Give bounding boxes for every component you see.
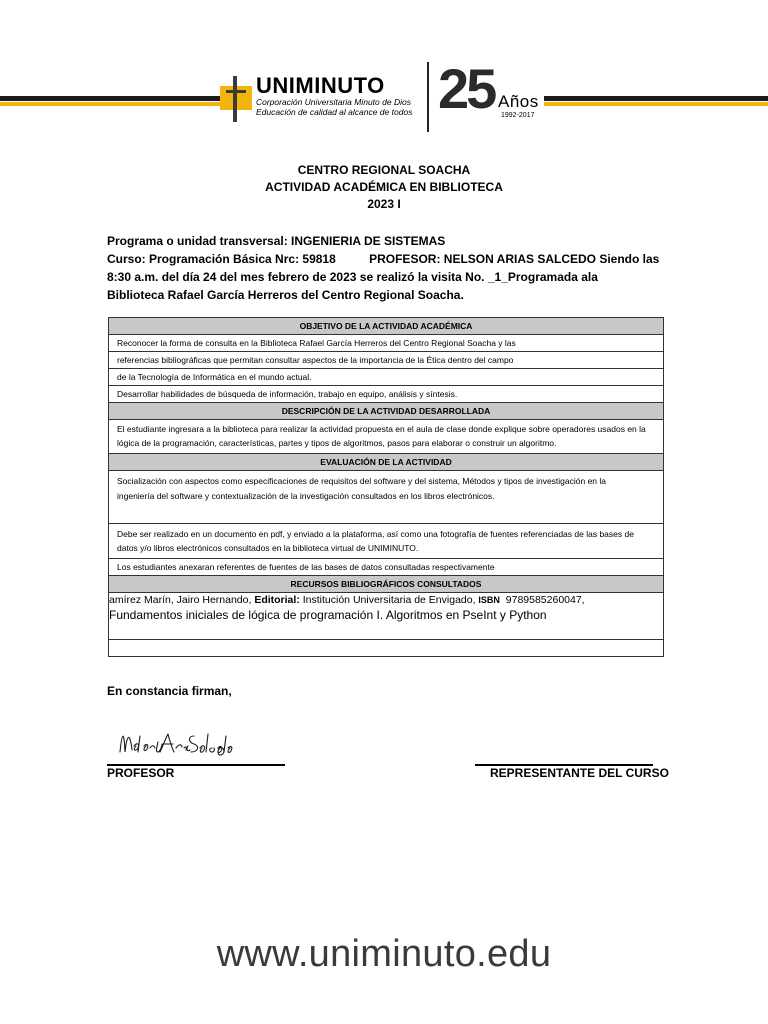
handwritten-signature [116,722,236,762]
anniversary-word: Años [498,92,539,111]
evaluation-text-3: Los estudiantes anexaran referentes de fuentes de las bases de datos consultadas respectivamente [109,559,663,576]
logo-divider [427,62,429,132]
title-line-1: CENTRO REGIONAL SOACHA [297,163,471,177]
empty-row [109,640,663,656]
uniminuto-logo [218,74,418,124]
closing-text: En constancia firman, [107,684,232,698]
brand-line-2: Educación de calidad al alcance de todos [256,106,413,117]
reference-details [109,593,663,640]
description-text: El estudiante ingresara a la biblioteca para realizar la actividad propuesta en el aula de clase donde explique sobre operadores usados en la lógica de la programación, características, partes y tipos de algoritmos, pasos para elaborar o construir un algoritmo. [109,420,663,454]
objective-header: OBJETIVO DE LA ACTIVIDAD ACADÉMICA [109,318,663,335]
evaluation-text-1: Socialización con aspectos como especificaciones de requisitos del software y del sistema, Métodos y tipos de investigación en la ingeniería del software y contextualización de la investigación consultados en los libros electrónicos. [109,471,663,524]
anniversary-logo [438,57,548,132]
intro-line-2: Curso: Programación Básica Nrc: 59818 PROFESOR: NELSON ARIAS SALCEDO Siendo las [107,252,660,266]
reference-title: Fundamentos iniciales de lógica de programación I. Algoritmos en PseInt y Python [109,608,547,622]
brand-name: UNIMINUTO [256,73,385,98]
uniminuto-emblem-icon [218,74,254,124]
objective-row: de la Tecnología de Informática en el mundo actual. [109,369,663,386]
anniversary-years: 1992-2017 [501,112,535,119]
activity-table [108,317,664,657]
evaluation-text-2: Debe ser realizado en un documento en pdf, y enviado a la plataforma, así como una fotografía de fuentes referenciadas de las bases de datos y/o libros electrónicos consultados en la biblioteca virtual de UNIMINUTO. [109,524,663,559]
objective-row: Desarrollar habilidades de búsqueda de información, trabajo en equipo, análisis y síntesis. [109,386,663,403]
representative-label: REPRESENTANTE DEL CURSO [490,766,669,780]
title-line-2: ACTIVIDAD ACADÉMICA EN BIBLIOTECA [265,180,503,194]
objective-row: referencias bibliográficas que permitan consultar aspectos de la importancia de la Ética dentro del campo [109,352,663,369]
intro-paragraph [107,232,660,304]
description-header: DESCRIPCIÓN DE LA ACTIVIDAD DESARROLLADA [109,403,663,420]
intro-line-3: 8:30 a.m. del día 24 del mes febrero de 2023 se realizó la visita No. _1_Programada ala [107,270,598,284]
header-band-dark-right [544,96,768,101]
reference-author: amírez Marín, Jairo Hernando, [109,594,255,606]
header-band-dark-left [0,96,222,101]
brand-line-1: Corporación Universitaria Minuto de Dios [256,97,411,107]
reference-isbn-value: 9789585260047, [499,594,585,606]
reference-isbn-label: ISBN [478,595,500,605]
header-band-gold-left [0,102,222,106]
intro-line-1: Programa o unidad transversal: INGENIERIA DE SISTEMAS [107,234,446,248]
resources-header: RECURSOS BIBLIOGRÁFICOS CONSULTADOS [109,576,663,593]
professor-label: PROFESOR [107,766,175,780]
anniversary-number: 25 [438,57,495,120]
objective-row: Reconocer la forma de consulta en la Biblioteca Rafael García Herreros del Centro Regional Soacha y las [109,335,663,352]
evaluation-header: EVALUACIÓN DE LA ACTIVIDAD [109,454,663,471]
title-line-3: 2023 I [367,197,401,211]
footer-url: www.uniminuto.edu [216,933,552,975]
reference-editorial-label: Editorial: [254,594,300,606]
header-band-gold-right [544,102,768,106]
reference-editorial-value: Institución Universitaria de Envigado, [299,594,479,606]
intro-line-4: Biblioteca Rafael García Herreros del Centro Regional Soacha. [107,288,464,302]
